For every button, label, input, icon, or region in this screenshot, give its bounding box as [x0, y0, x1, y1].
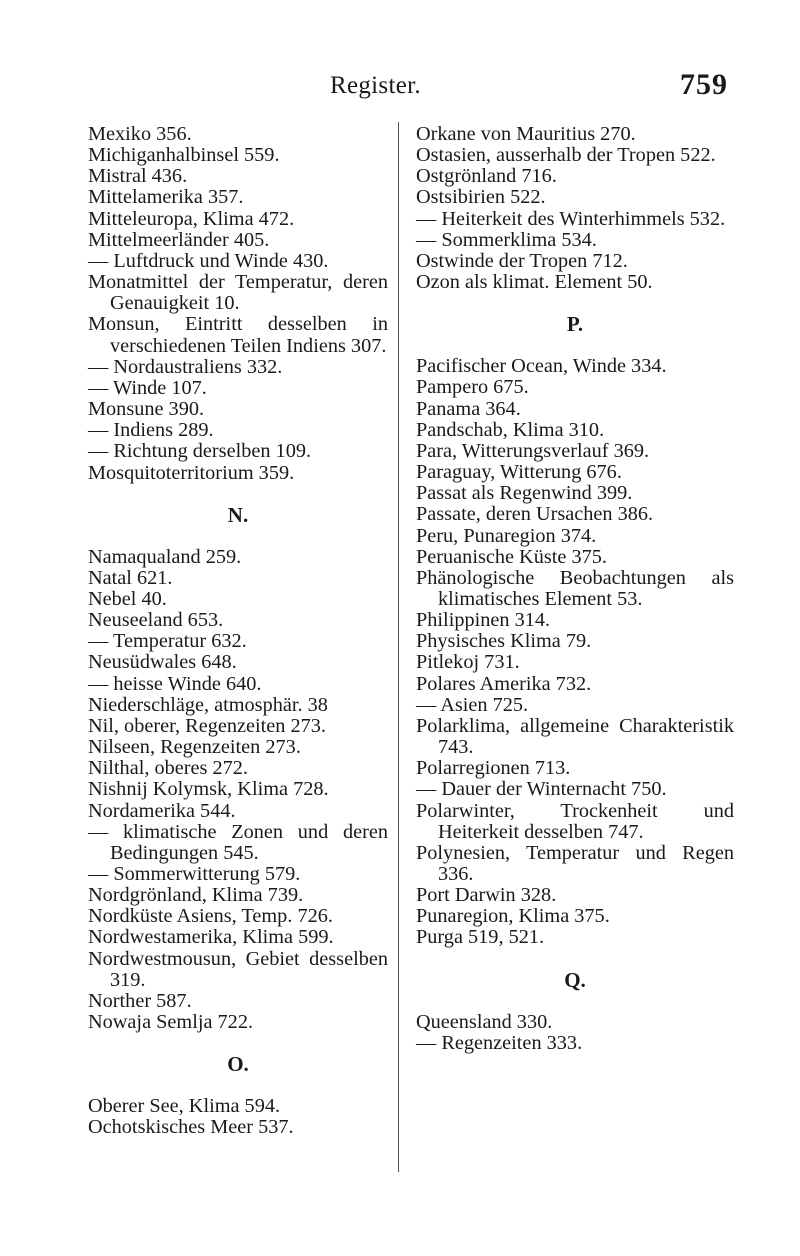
index-entry: Ostasien, ausserhalb der Tropen 522.	[416, 144, 716, 167]
page-number: 759	[680, 68, 728, 101]
index-entry: Nishnij Kolymsk, Klima 728.	[88, 778, 329, 801]
index-entry: — Temperatur 632.	[88, 630, 247, 653]
index-entry: Polares Amerika 732.	[416, 672, 592, 695]
index-entry: Mistral 436.	[88, 165, 188, 188]
index-entry: Nordwestmousun, Gebiet desselben 319.	[88, 947, 388, 991]
index-entry: Port Darwin 328.	[416, 884, 557, 907]
index-entry: Neusüdwales 648.	[88, 651, 237, 674]
index-entry: Peruanische Küste 375.	[416, 545, 607, 568]
index-entry: Paraguay, Witterung 676.	[416, 461, 622, 484]
index-entry: Peru, Punaregion 374.	[416, 524, 597, 547]
index-entry: Purga 519, 521.	[416, 926, 545, 949]
index-entry: Ostgrönland 716.	[416, 165, 557, 188]
spacer	[88, 484, 388, 505]
index-entry: Norther 587.	[88, 989, 192, 1012]
index-entry: Ostwinde der Tropen 712.	[416, 249, 628, 272]
entry-group-p	[416, 356, 734, 948]
index-entry: Nilthal, oberes 272.	[88, 757, 248, 780]
index-entry: Queensland 330.	[416, 1010, 553, 1033]
index-column-right	[416, 124, 734, 1054]
index-entry: — Heiterkeit des Winterhimmels 532.	[416, 207, 726, 230]
index-entry: Orkane von Mauritius 270.	[416, 123, 636, 145]
index-entry: Mexiko 356.	[88, 123, 192, 145]
index-entry: — Asien 725.	[416, 693, 529, 716]
spacer	[416, 335, 734, 356]
index-entry: Monatmittel der Temperatur, deren Genauigkeit 10.	[88, 271, 388, 315]
index-entry: Nordamerika 544.	[88, 799, 236, 822]
index-entry: — Indiens 289.	[88, 419, 214, 442]
index-entry: Para, Witterungsverlauf 369.	[416, 439, 650, 462]
section-heading-q: Q.	[564, 967, 586, 992]
index-entry: Pitlekoj 731.	[416, 651, 520, 674]
spacer	[88, 526, 388, 547]
index-entry: Mitteleuropa, Klima 472.	[88, 207, 295, 230]
index-entry: — Luftdruck und Winde 430.	[88, 249, 329, 272]
index-column-left	[88, 124, 388, 1139]
spacer	[88, 1033, 388, 1054]
index-entry: — heisse Winde 640.	[88, 672, 262, 695]
index-entry: Polarregionen 713.	[416, 757, 571, 780]
index-entry: Nebel 40.	[88, 587, 167, 610]
index-entry: Mosquitoterritorium 359.	[88, 461, 295, 484]
index-entry: Michiganhalbinsel 559.	[88, 144, 280, 167]
index-entry: — Sommerklima 534.	[416, 228, 597, 251]
entry-group-q	[416, 1012, 734, 1054]
running-header: Register.	[330, 72, 421, 99]
index-entry: Natal 621.	[88, 566, 173, 589]
entry-group-o-cont	[416, 124, 734, 293]
index-entry: — Nordaustraliens 332.	[88, 355, 283, 378]
index-entry: Nilseen, Regenzeiten 273.	[88, 736, 301, 759]
index-entry: Pacifischer Ocean, Winde 334.	[416, 355, 667, 378]
index-entry: Polynesien, Temperatur und Regen 336.	[416, 841, 734, 885]
index-entry: Pandschab, Klima 310.	[416, 418, 605, 441]
column-divider	[398, 122, 399, 1172]
section-heading-p: P.	[566, 312, 584, 337]
section-heading-o: O.	[227, 1052, 249, 1077]
index-entry: Neuseeland 653.	[88, 609, 224, 632]
index-entry: Punaregion, Klima 375.	[416, 905, 610, 928]
index-entry: — Richtung derselben 109.	[88, 440, 312, 463]
index-entry: Pampero 675.	[416, 376, 529, 399]
index-entry: Nordgrönland, Klima 739.	[88, 884, 304, 907]
spacer	[88, 1075, 388, 1096]
index-entry: — Dauer der Winternacht 750.	[416, 778, 667, 801]
index-entry: — Winde 107.	[88, 376, 207, 399]
index-entry: Polarklima, allgemeine Charakteristik 743.	[416, 714, 734, 759]
index-entry: Nil, oberer, Regenzeiten 273.	[88, 714, 326, 737]
index-entry: Polarwinter, Trockenheit und Heiterkeit desselben 747.	[416, 799, 734, 843]
index-entry: Phänologische Beobachtungen als klimatisches Element 53.	[416, 566, 734, 610]
index-entry: Nordküste Asiens, Temp. 726.	[88, 905, 333, 928]
index-entry: Monsune 390.	[88, 398, 205, 421]
index-entry: — Sommerwitterung 579.	[88, 863, 301, 885]
index-entry: — Regenzeiten 333.	[416, 1031, 583, 1054]
index-entry: Ozon als klimat. Element 50.	[416, 271, 653, 294]
entry-group-m	[88, 124, 388, 484]
index-entry: — klimatische Zonen und deren Bedingungen 545.	[88, 820, 388, 864]
index-entry: Namaqualand 259.	[88, 545, 242, 568]
index-entry: Physisches Klima 79.	[416, 630, 592, 653]
section-heading-n: N.	[227, 502, 249, 527]
index-entry: Ochotskisches Meer 537.	[88, 1116, 294, 1139]
spacer	[416, 991, 734, 1012]
index-entry: Ostsibirien 522.	[416, 186, 546, 209]
index-entry: Mittelmeerländer 405.	[88, 228, 270, 251]
index-entry: Philippinen 314.	[416, 609, 551, 632]
entry-group-n	[88, 547, 388, 1034]
index-entry: Niederschläge, atmosphär. 38	[88, 693, 328, 716]
index-entry: Passat als Regenwind 399.	[416, 482, 633, 505]
spacer	[416, 293, 734, 314]
spacer	[416, 949, 734, 970]
index-entry: Nordwestamerika, Klima 599.	[88, 926, 334, 949]
index-entry: Nowaja Semlja 722.	[88, 1011, 254, 1034]
index-entry: Monsun, Eintritt desselben in verschiedenen Teilen Indiens 307.	[88, 313, 388, 357]
index-entry: Mittelamerika 357.	[88, 186, 244, 209]
index-entry: Panama 364.	[416, 397, 521, 420]
index-entry: Passate, deren Ursachen 386.	[416, 503, 654, 526]
entry-group-o	[88, 1096, 388, 1138]
index-entry: Oberer See, Klima 594.	[88, 1095, 281, 1118]
